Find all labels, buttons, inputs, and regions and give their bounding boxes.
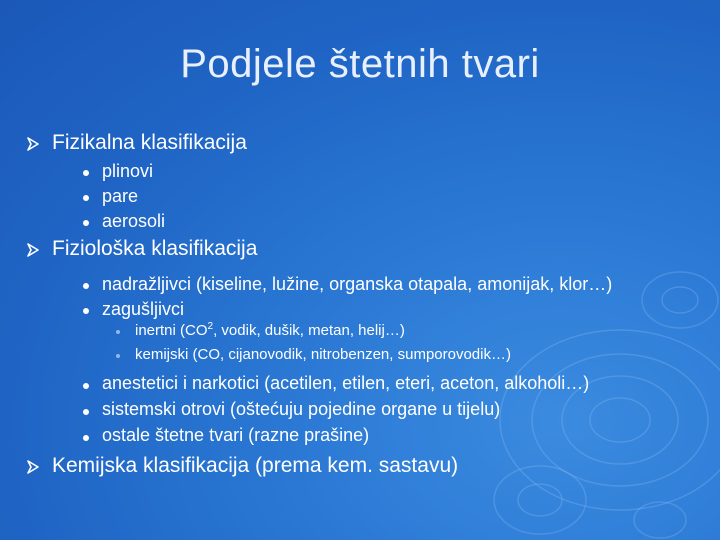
round-bullet-icon <box>83 283 89 289</box>
round-bullet-icon <box>83 220 89 226</box>
round-bullet-icon <box>83 308 89 314</box>
subbullet-pare: pare <box>102 186 139 206</box>
round-bullet-icon <box>83 409 89 415</box>
round-bullet-icon <box>83 383 89 389</box>
round-bullet-icon <box>83 195 89 201</box>
small-bullet-icon <box>116 354 120 358</box>
round-bullet-icon <box>83 435 89 441</box>
subbullet-anestetici: anestetici i narkotici (acetilen, etilen, eteri, aceton, alkoholi…) <box>102 373 590 393</box>
arrow-bullet-icon <box>26 137 40 151</box>
subbullet-sistemski: sistemski otrovi (oštećuju pojedine organe u tijelu) <box>102 399 501 419</box>
small-bullet-icon <box>116 330 120 334</box>
subbullet-aerosoli: aerosoli <box>102 211 166 231</box>
subsubbullet-inertni: inertni ($CO^2$, vodik, dušik, metan, helij…) <box>135 321 405 339</box>
subbullet-plinovi: plinovi <box>102 161 154 181</box>
round-bullet-icon <box>83 170 89 176</box>
subbullet-nadrazljivci: nadražljivci (kiseline, lužine, organska otapala, amonijak, klor…) <box>102 274 613 294</box>
bullet-fizikalna: Fizikalna klasifikacija <box>52 131 247 154</box>
subsubbullet-kemijski: kemijski (CO, cijanovodik, nitrobenzen, sumporovodik…) <box>135 346 511 363</box>
arrow-bullet-icon <box>26 243 40 257</box>
bullet-fizioloska: Fiziološka klasifikacija <box>52 237 258 260</box>
arrow-bullet-icon <box>26 460 40 474</box>
slide-title: Podjele štetnih tvari <box>180 42 540 86</box>
subbullet-ostale: ostale štetne tvari (razne prašine) <box>102 425 370 445</box>
bullet-kemijska: Kemijska klasifikacija (prema kem. sastavu) <box>52 454 459 477</box>
subbullet-zagusljivci: zagušljivci <box>102 299 185 319</box>
